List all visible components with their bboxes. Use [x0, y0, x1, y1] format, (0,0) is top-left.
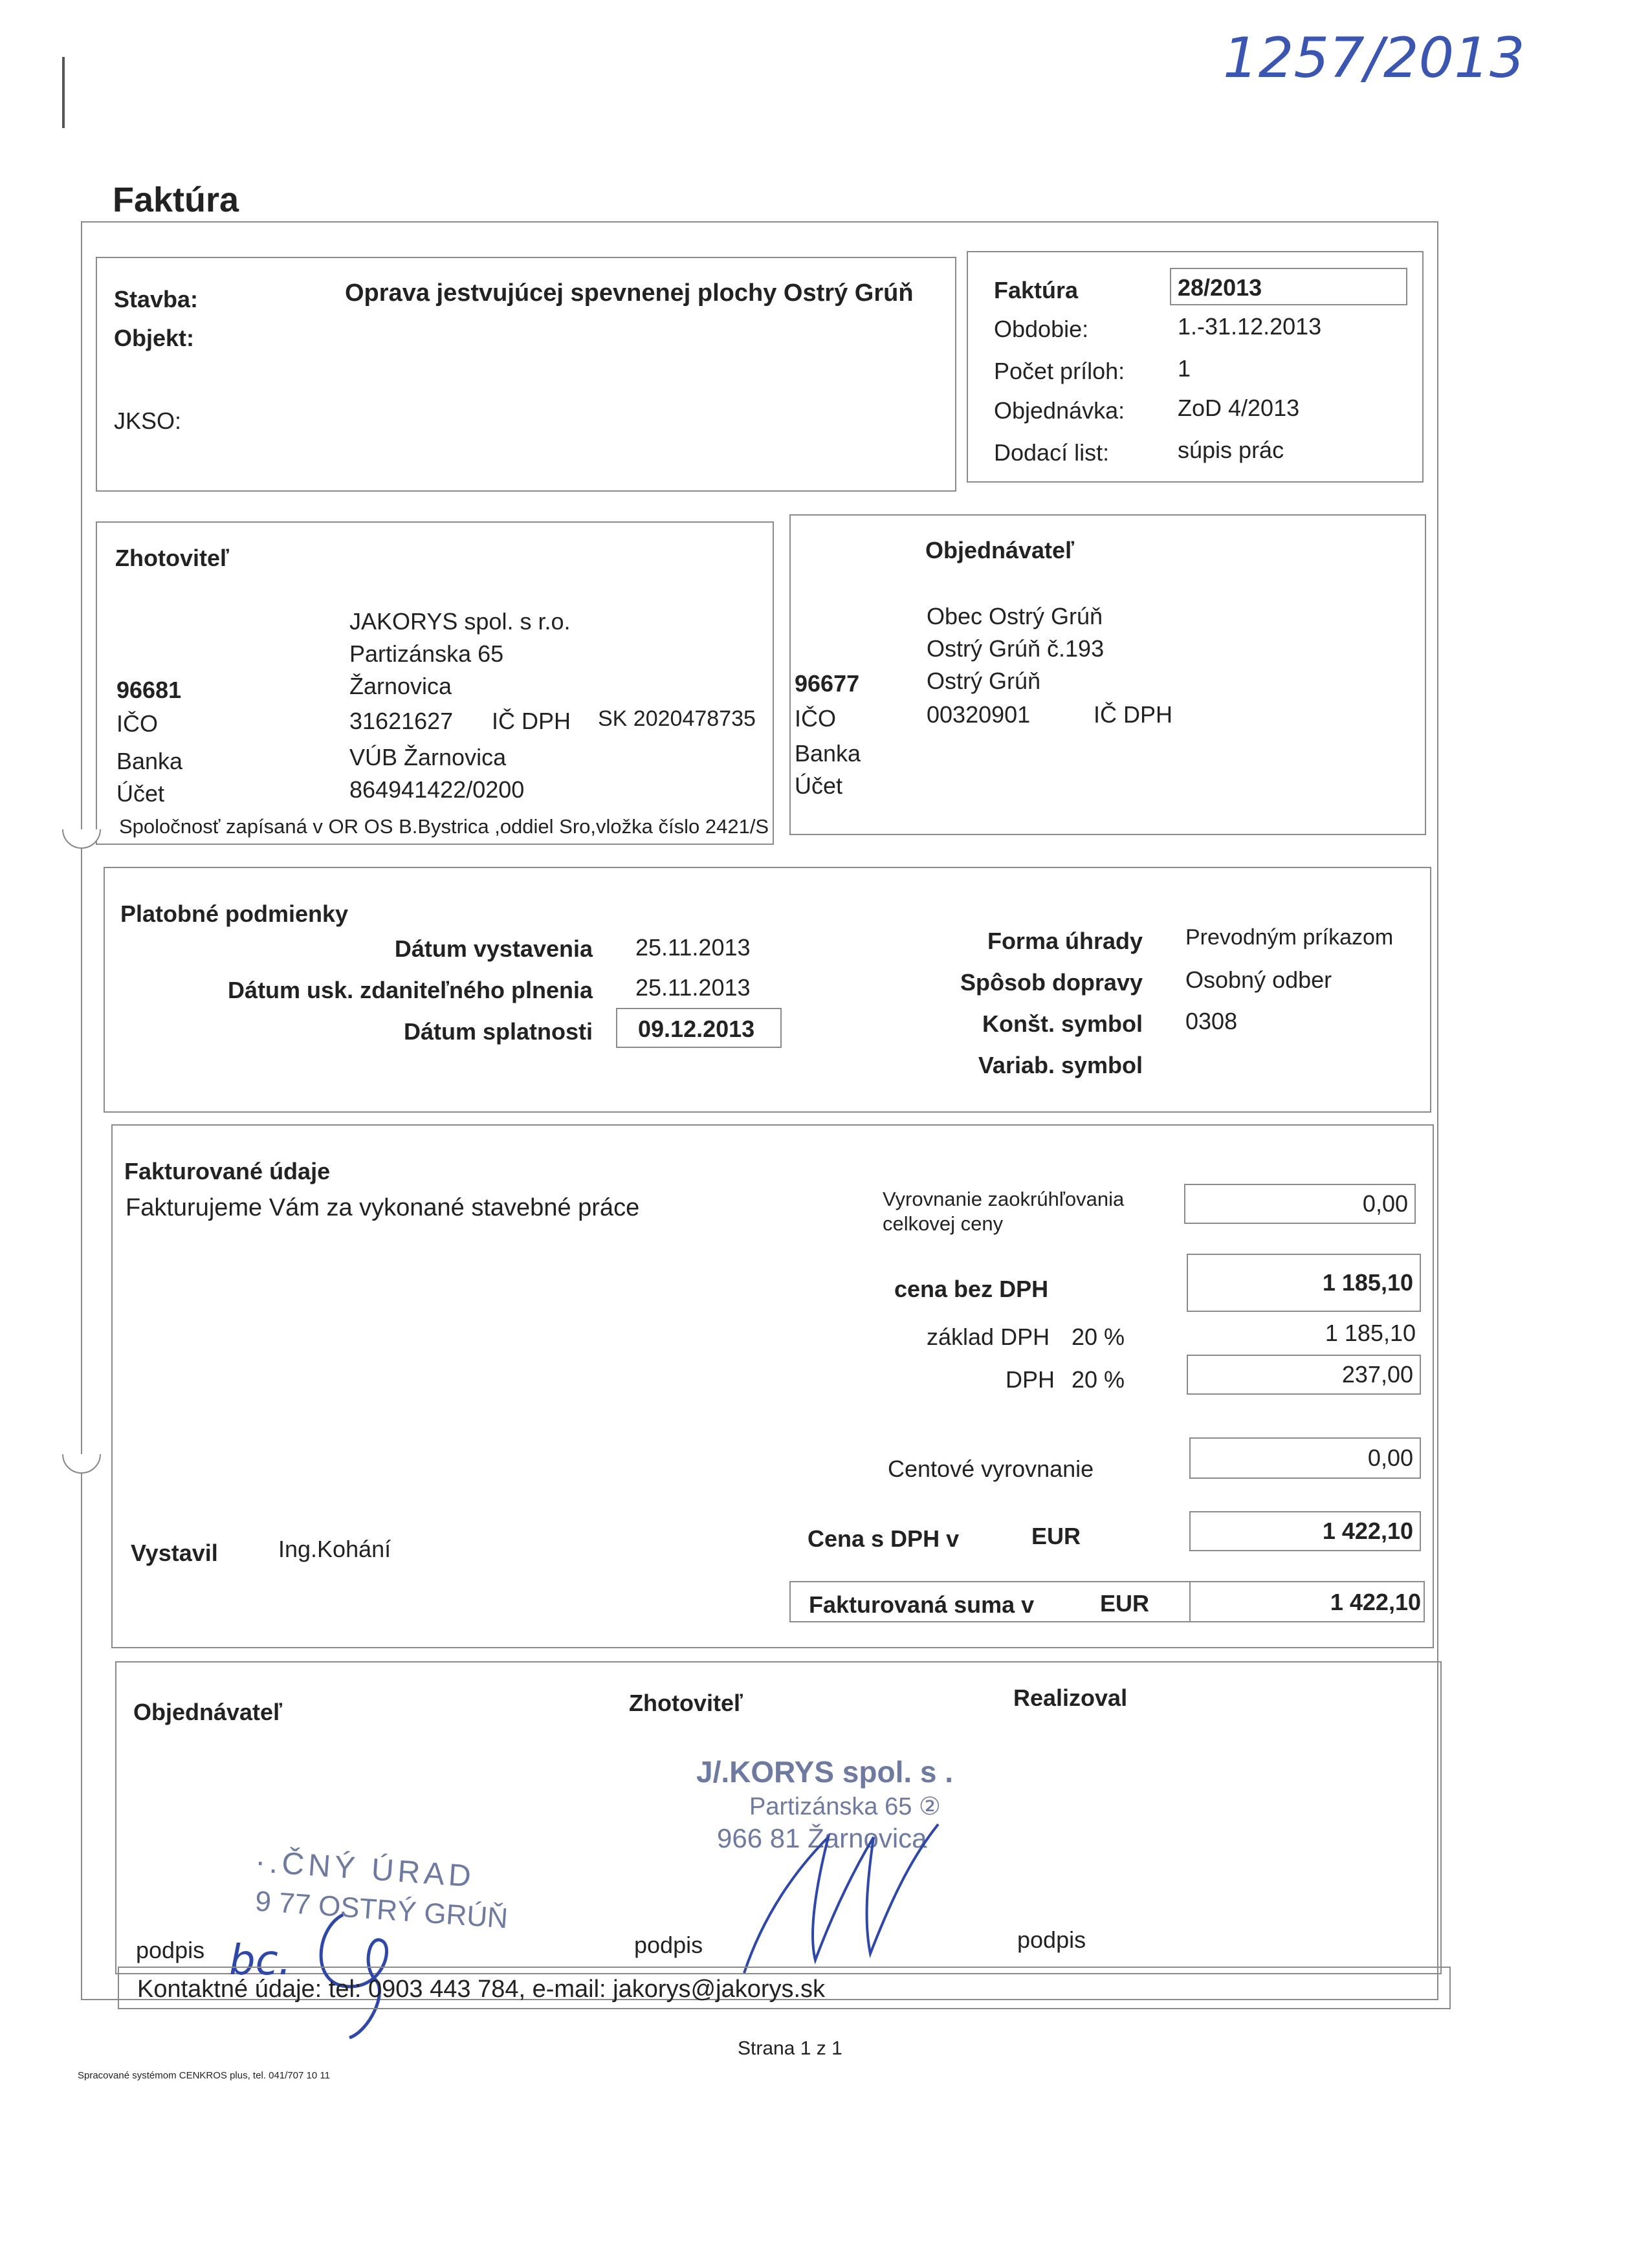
gross-currency: EUR: [1031, 1523, 1081, 1549]
supplier-registration: Spoločnosť zapísaná v OR OS B.Bystrica ,oddiel Sro,vložka číslo 2421/S: [119, 815, 769, 838]
rounding-label-1: Vyrovnanie zaokrúhľovania: [883, 1188, 1125, 1210]
customer-stamp-line-1: ·.ČNÝ ÚRAD: [254, 1844, 476, 1894]
customer-account-label: Účet: [795, 772, 843, 799]
supplier-bank-value: VÚB Žarnovica: [349, 744, 507, 770]
page-title: Faktúra: [113, 180, 239, 219]
issue-date-label: Dátum vystavenia: [394, 935, 593, 962]
supplier-stamp-line-3: 966 81 Žarnovica: [717, 1823, 927, 1853]
page-number: Strana 1 z 1: [738, 2038, 842, 2059]
customer-bank-label: Banka: [795, 740, 861, 767]
due-date-value: 09.12.2013: [638, 1016, 755, 1042]
payment-heading: Platobné podmienky: [120, 900, 349, 927]
vat-label: DPH: [1006, 1366, 1055, 1393]
gross-price-value: 1 422,10: [1322, 1518, 1413, 1544]
supplier-bank-label: Banka: [116, 748, 183, 774]
cent-rounding-box: [1189, 1437, 1421, 1479]
sign-supplier-label: Zhotoviteľ: [629, 1690, 743, 1716]
customer-postcode: 96677: [795, 670, 860, 697]
obdobie-label: Obdobie:: [994, 316, 1089, 342]
sign-realized-podpis: podpis: [1017, 1926, 1086, 1953]
sign-realized-label: Realizoval: [1013, 1685, 1128, 1711]
stavba-value: Oprava jestvujúcej spevnenej plochy Ostrý Grúň: [345, 279, 914, 307]
transport-label: Spôsob dopravy: [960, 969, 1143, 996]
variab-symbol-label: Variab. symbol: [978, 1052, 1143, 1078]
sign-customer-podpis: podpis: [136, 1937, 205, 1963]
billing-heading: Fakturované údaje: [124, 1158, 331, 1184]
customer-icdph-label: IČ DPH: [1094, 701, 1173, 728]
handwritten-ref-number: 1257/2013: [1223, 26, 1525, 91]
dodaci-value: súpis prác: [1178, 437, 1284, 463]
rounding-label-2: celkovej ceny: [883, 1212, 1004, 1235]
supplier-icdph-label: IČ DPH: [492, 708, 571, 734]
total-label: Fakturovaná suma v: [809, 1591, 1035, 1618]
customer-stamp-line-2: 9 77 OSTRÝ GRÚŇ: [254, 1885, 509, 1935]
supplier-postcode: 96681: [116, 677, 182, 703]
due-date-label: Dátum splatnosti: [403, 1018, 593, 1045]
issue-date-value: 25.11.2013: [635, 934, 751, 961]
jkso-label: JKSO:: [114, 408, 182, 434]
cent-rounding-value: 0,00: [1367, 1445, 1413, 1471]
supplier-ico-value: 31621627: [349, 708, 454, 734]
supplier-name: JAKORYS spol. s r.o.: [349, 608, 571, 635]
customer-ico-value: 00320901: [927, 701, 1031, 728]
supplier-street: Partizánska 65: [349, 640, 504, 667]
obdobie-value: 1.-31.12.2013: [1178, 313, 1322, 340]
customer-box: [789, 514, 1426, 835]
billing-description: Fakturujeme Vám za vykonané stavebné práce: [126, 1194, 640, 1221]
konst-symbol-value: 0308: [1185, 1008, 1238, 1034]
dodaci-label: Dodací list:: [994, 439, 1110, 466]
customer-name: Obec Ostrý Grúň: [927, 603, 1103, 629]
faktura-label: Faktúra: [994, 277, 1079, 303]
rounding-value-box: [1184, 1184, 1416, 1224]
supplier-account-value: 864941422/0200: [349, 776, 525, 803]
net-price-box: [1187, 1254, 1421, 1312]
total-value: 1 422,10: [1330, 1589, 1421, 1615]
supplier-city: Žarnovica: [349, 673, 452, 699]
supplier-signature-scribble: [738, 1811, 945, 1979]
footer-note: Spracované systémom CENKROS plus, tel. 041/707 10 11: [78, 2070, 330, 2081]
supplier-ico-label: IČO: [116, 710, 159, 737]
payment-form-value: Prevodným príkazom: [1185, 925, 1394, 950]
vat-base-rate: 20 %: [1072, 1324, 1125, 1350]
vat-value-box: [1187, 1355, 1421, 1395]
objekt-label: Objekt:: [114, 325, 195, 351]
issued-by-label: Vystavil: [131, 1540, 218, 1566]
net-price-value: 1 185,10: [1322, 1269, 1413, 1296]
net-price-label: cena bez DPH: [894, 1276, 1049, 1302]
sign-supplier-podpis: podpis: [634, 1932, 703, 1958]
gross-price-box: [1189, 1511, 1421, 1551]
supplier-heading: Zhotoviteľ: [115, 545, 229, 571]
total-currency: EUR: [1100, 1590, 1150, 1617]
customer-handwritten-signature: bc.: [229, 1937, 292, 1985]
faktura-number: 28/2013: [1178, 274, 1262, 301]
customer-heading: Objednávateľ: [925, 537, 1074, 563]
cent-rounding-label: Centové vyrovnanie: [888, 1456, 1094, 1482]
supplier-stamp-line-2: Partizánska 65 ②: [749, 1793, 941, 1820]
stavba-label: Stavba:: [114, 286, 199, 312]
customer-city: Ostrý Grúň: [927, 668, 1041, 694]
vat-base-label: základ DPH: [927, 1324, 1050, 1350]
konst-symbol-label: Konšt. symbol: [982, 1010, 1143, 1037]
staple-mark: [62, 57, 65, 128]
objednavka-value: ZoD 4/2013: [1178, 395, 1300, 421]
objednavka-label: Objednávka:: [994, 397, 1125, 424]
customer-street: Ostrý Grúň č.193: [927, 635, 1105, 662]
gross-price-label: Cena s DPH v: [808, 1525, 960, 1552]
vat-base-value: 1 185,10: [1325, 1320, 1416, 1346]
customer-ico-label: IČO: [795, 705, 837, 732]
supplier-icdph-value: SK 2020478735: [598, 706, 756, 731]
vat-rate: 20 %: [1072, 1366, 1125, 1393]
contact-info: Kontaktné údaje: tel: 0903 443 784, e-mail: jakorys@jakorys.sk: [137, 1976, 826, 2003]
vat-value: 237,00: [1341, 1361, 1413, 1388]
supplier-stamp-line-1: J/.KORYS spol. s .: [696, 1755, 954, 1789]
issued-by-value: Ing.Kohání: [278, 1536, 391, 1562]
prilohy-value: 1: [1178, 355, 1191, 382]
prilohy-label: Počet príloh:: [994, 358, 1125, 384]
transport-value: Osobný odber: [1185, 966, 1332, 993]
sign-customer-label: Objednávateľ: [133, 1699, 282, 1725]
taxable-date-label: Dátum usk. zdaniteľného plnenia: [228, 977, 593, 1003]
taxable-date-value: 25.11.2013: [635, 974, 751, 1001]
rounding-value: 0,00: [1362, 1190, 1408, 1217]
payment-form-label: Forma úhrady: [987, 928, 1143, 954]
supplier-account-label: Účet: [116, 780, 165, 807]
